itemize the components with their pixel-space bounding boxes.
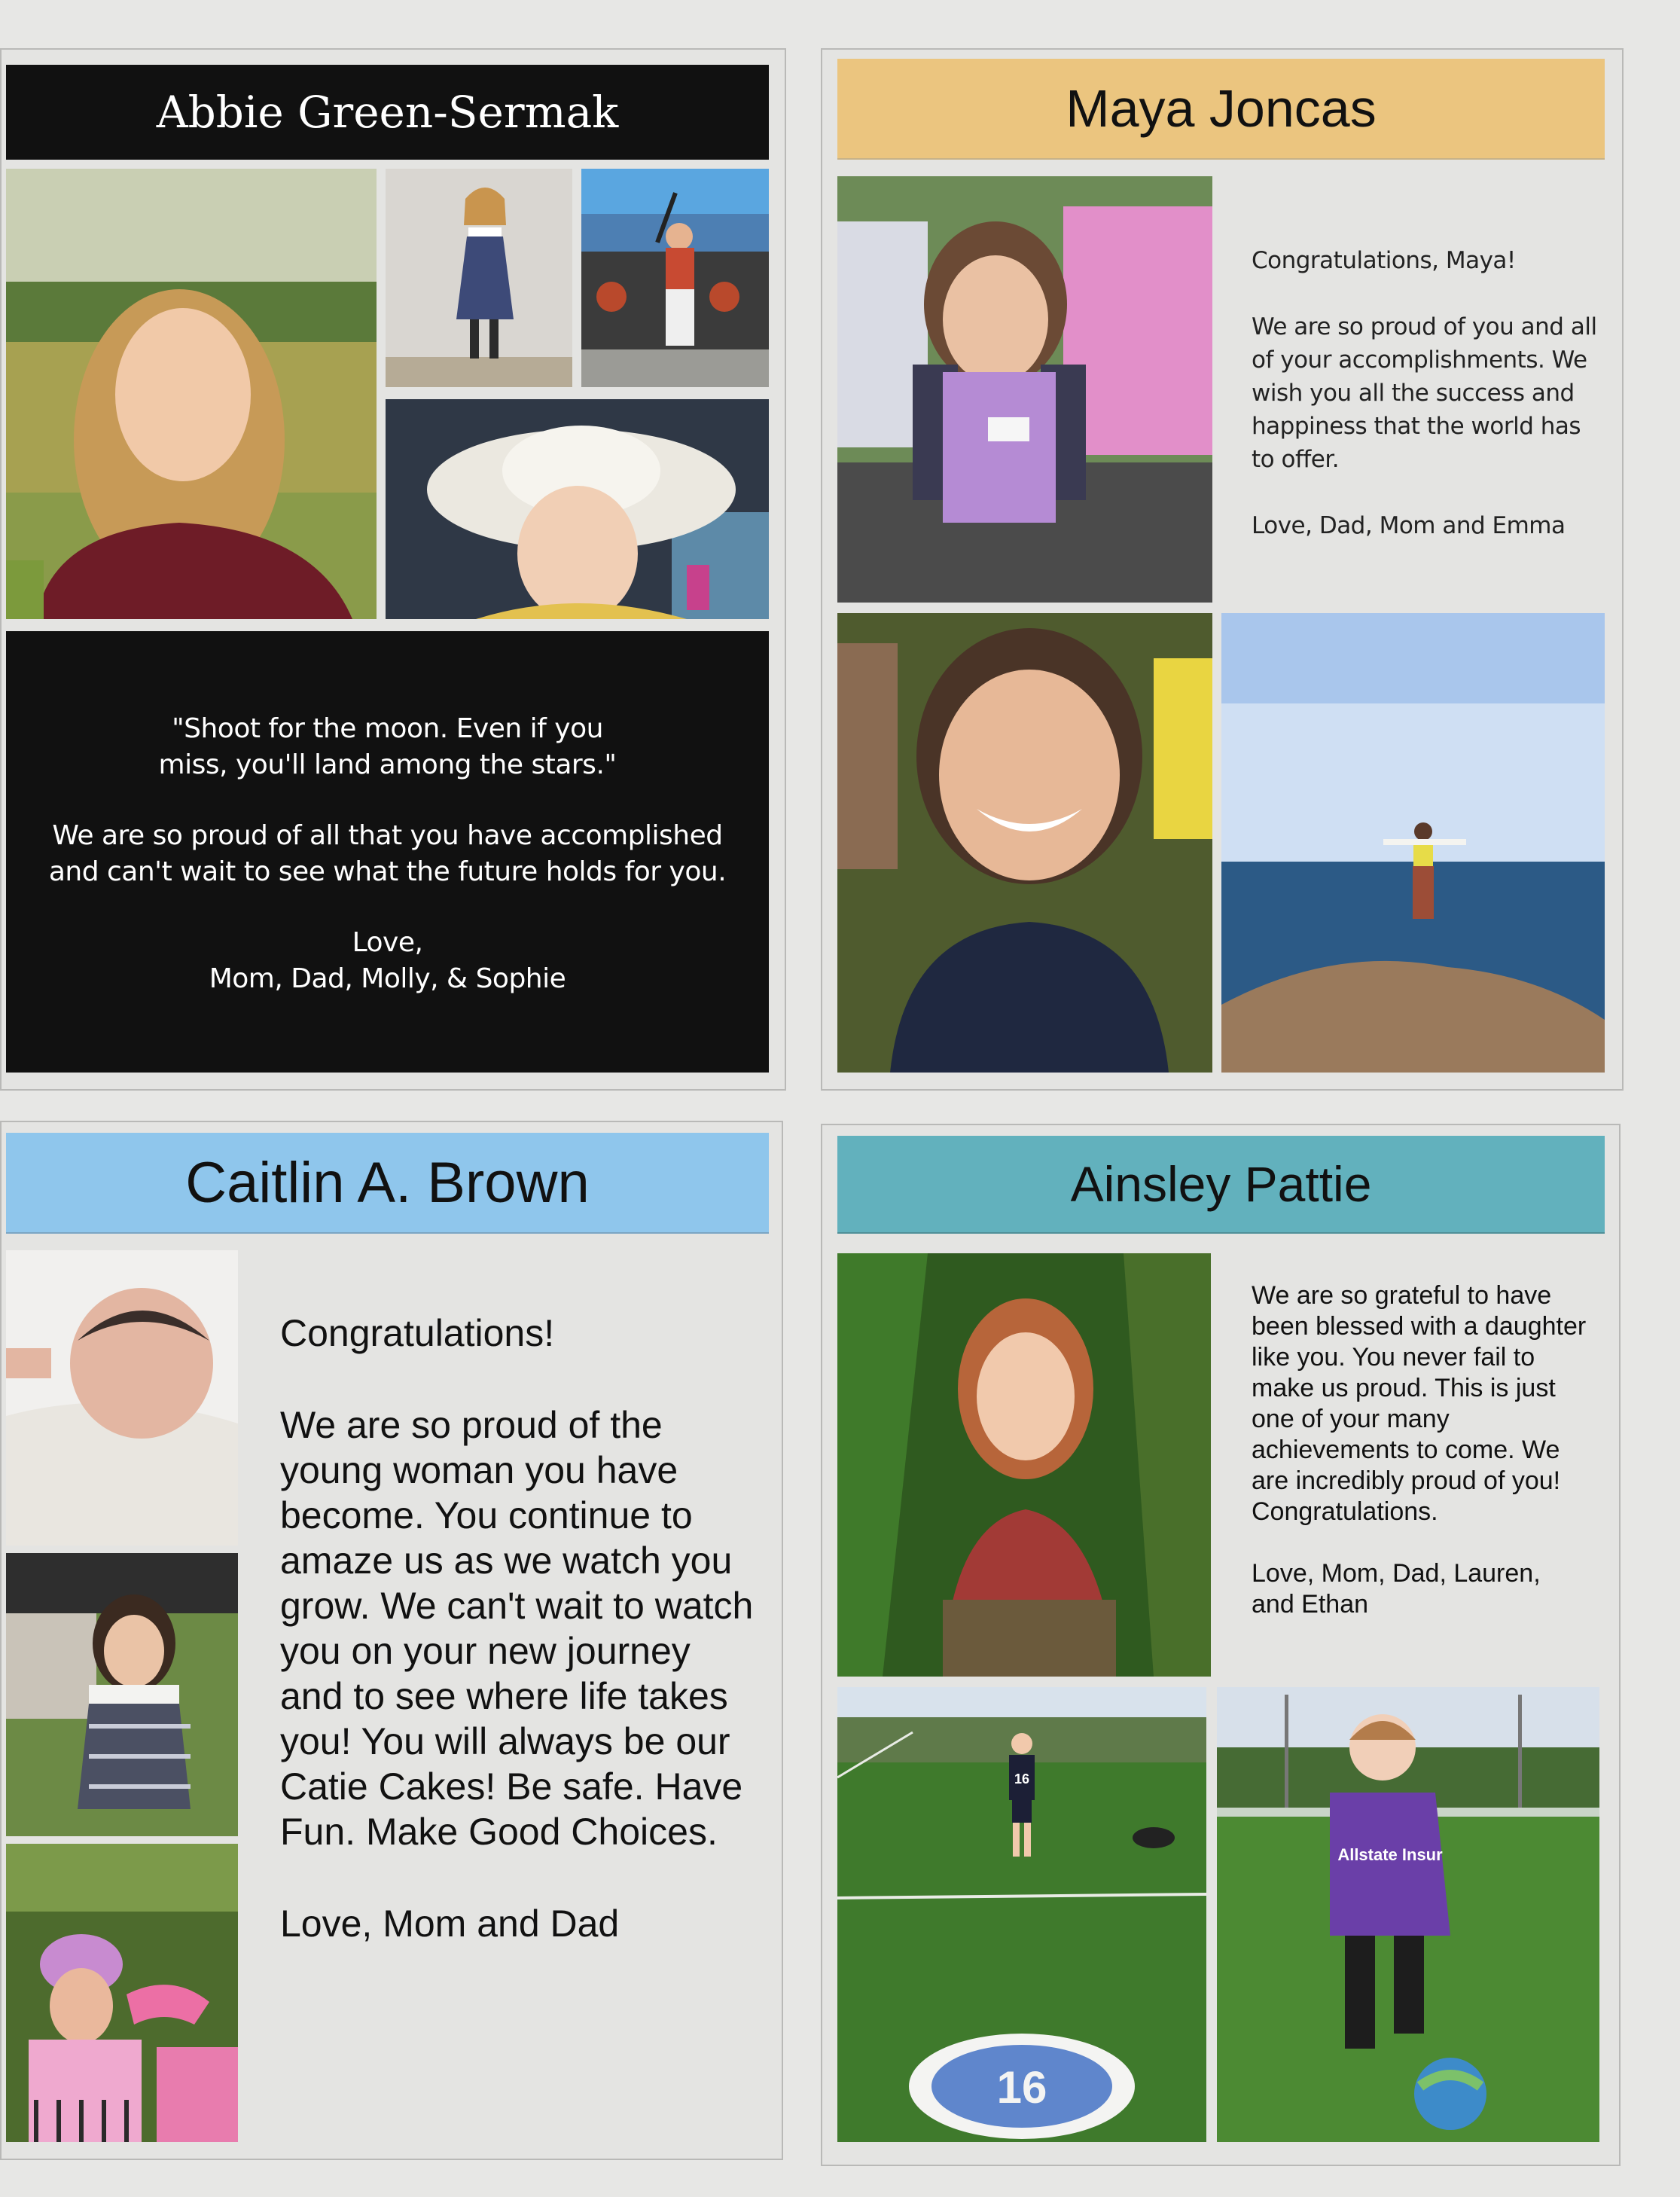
caitlin-flamingo-photo — [6, 1844, 238, 2142]
ainsley-soccer-field-photo — [837, 1687, 1206, 2142]
ainsley-signature: Love, Mom, Dad, Lauren, and Ethan — [1252, 1559, 1541, 1619]
ainsley-portrait-photo — [837, 1253, 1211, 1677]
caitlin-baby-photo — [6, 1250, 238, 1546]
caitlin-message-box — [280, 1311, 755, 1946]
maya-message-box — [1252, 244, 1598, 542]
ainsley-name: Ainsley Pattie — [1070, 1156, 1372, 1212]
ainsley-message: We are so grateful to have been blessed with a daughter like you. You never fail to make us proud. This is just one of your many achievements to come. We are incredibly proud of you! Congratulations. — [1252, 1281, 1587, 1526]
abbie-signature: Mom, Dad, Molly, & Sophie — [209, 963, 566, 994]
maya-greeting: Congratulations, Maya! — [1252, 247, 1516, 274]
abbie-message-box — [6, 631, 769, 1073]
maya-message: We are so proud of you and all of your accomplishments. We wish you all the success and happiness that the world has to offer. — [1252, 313, 1597, 473]
caitlin-name: Caitlin A. Brown — [185, 1150, 590, 1215]
maya-signature: Love, Dad, Mom and Emma — [1252, 512, 1566, 539]
ainsley-name-header — [837, 1136, 1605, 1234]
maya-seaside-photo — [1221, 613, 1605, 1073]
abbie-quote: "Shoot for the moon. Even if you miss, you'll land among the stars." — [158, 713, 617, 780]
abbie-name: Abbie Green-Sermak — [156, 87, 619, 138]
abbie-senior-portrait — [6, 169, 377, 619]
abbie-hat-photo — [386, 399, 769, 619]
maya-name-header — [837, 59, 1605, 160]
abbie-message: We are so proud of all that you have accomplished and can't wait to see what the future holds for you. — [48, 820, 727, 887]
maya-smiling-photo — [837, 613, 1212, 1073]
maya-name: Maya Joncas — [1066, 79, 1377, 138]
jersey-number: 16 — [1014, 1771, 1030, 1787]
abbie-closing: Love, — [352, 927, 423, 958]
caitlin-greeting: Congratulations! — [280, 1312, 555, 1354]
maya-first-day-photo — [837, 176, 1212, 603]
abbie-name-header — [6, 65, 769, 160]
caitlin-message: We are so proud of the young woman you have become. You continue to amaze us as we watch you grow. We can't wait to watch you on your new journey and to see where life takes you! You will always be our Catie Cakes! Be safe. Have Fun. Make Good Choices. — [280, 1404, 754, 1853]
field-circle-number: 16 — [996, 2062, 1047, 2113]
toddler-shirt-text: Allstate Insur — [1337, 1845, 1443, 1864]
ainsley-toddler-soccer-photo — [1217, 1687, 1599, 2142]
caitlin-name-header — [6, 1133, 769, 1234]
abbie-softball-photo — [581, 169, 769, 387]
abbie-uniform-photo — [386, 169, 572, 387]
caitlin-signature: Love, Mom and Dad — [280, 1903, 620, 1945]
ainsley-message-box — [1252, 1280, 1598, 1620]
caitlin-school-photo — [6, 1553, 238, 1836]
